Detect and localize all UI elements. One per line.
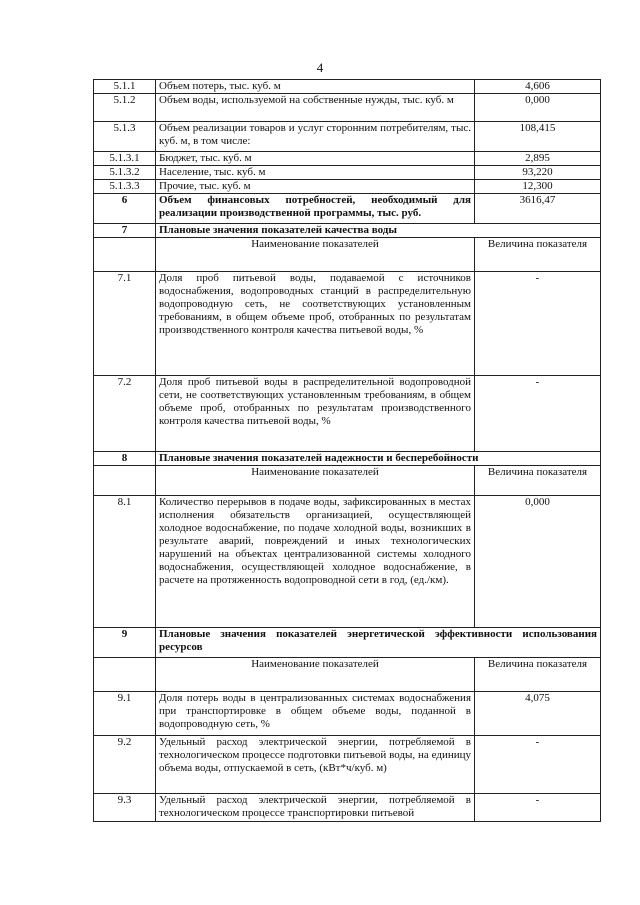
header-name: Наименование показателей xyxy=(156,238,475,272)
row-number: 5.1.3.2 xyxy=(94,166,156,180)
section-number: 7 xyxy=(94,224,156,238)
indicators-table xyxy=(93,79,601,822)
header-row xyxy=(94,658,601,692)
table-row xyxy=(94,272,601,376)
row-value: - xyxy=(475,272,601,376)
header-row xyxy=(94,238,601,272)
row-number: 5.1.2 xyxy=(94,94,156,122)
row-text: Доля потерь воды в централизованных системах водоснабжения при транспортировке в общем объеме воды, поданной в водопроводную сеть, % xyxy=(156,692,475,736)
section-number: 8 xyxy=(94,452,156,466)
row-number: 5.1.1 xyxy=(94,80,156,94)
table-row xyxy=(94,692,601,736)
table-row xyxy=(94,496,601,628)
header-blank xyxy=(94,238,156,272)
header-row xyxy=(94,466,601,496)
table-row xyxy=(94,794,601,822)
table-row xyxy=(94,376,601,452)
row-text: Объем воды, используемой на собственные нужды, тыс. куб. м xyxy=(156,94,475,122)
row-text: Объем потерь, тыс. куб. м xyxy=(156,80,475,94)
header-blank xyxy=(94,466,156,496)
row-text: Бюджет, тыс. куб. м xyxy=(156,152,475,166)
row-value: 108,415 xyxy=(475,122,601,152)
row-number: 7.2 xyxy=(94,376,156,452)
row-value: 4,075 xyxy=(475,692,601,736)
row-text: Удельный расход электрической энергии, потребляемой в технологическом процессе подготовки питьевой воды, на единицу объема воды, отпускаемой в сеть, (кВт*ч/куб. м) xyxy=(156,736,475,794)
section-row xyxy=(94,224,601,238)
row-value: - xyxy=(475,376,601,452)
row-text: Доля проб питьевой воды, подаваемой с источников водоснабжения, водопроводных станций в распределительную водопроводную сеть, не соответствующих установленным требованиям, в общем объеме проб, отобранных по результатам производственного контроля качества питьевой воды, % xyxy=(156,272,475,376)
row-number: 8.1 xyxy=(94,496,156,628)
row-number: 5.1.3 xyxy=(94,122,156,152)
header-name: Наименование показателей xyxy=(156,466,475,496)
row-text: Объем реализации товаров и услуг сторонним потребителям, тыс. куб. м, в том числе: xyxy=(156,122,475,152)
section-title: Плановые значения показателей качества воды xyxy=(156,224,601,238)
row-text: Население, тыс. куб. м xyxy=(156,166,475,180)
header-value: Величина показателя xyxy=(475,238,601,272)
page-number: 4 xyxy=(316,60,324,75)
header-value: Величина показателя xyxy=(475,658,601,692)
table-row xyxy=(94,736,601,794)
section-row xyxy=(94,452,601,466)
header-blank xyxy=(94,658,156,692)
row-value: 0,000 xyxy=(475,496,601,628)
section-title: Плановые значения показателей энергетической эффективности использования ресурсов xyxy=(156,628,601,658)
row-number: 5.1.3.3 xyxy=(94,180,156,194)
row-number: 7.1 xyxy=(94,272,156,376)
row-text: Удельный расход электрической энергии, потребляемой в технологическом процессе транспортировки питьевой xyxy=(156,794,475,822)
row-value: 2,895 xyxy=(475,152,601,166)
row-value: 0,000 xyxy=(475,94,601,122)
row-number: 9.3 xyxy=(94,794,156,822)
table-row xyxy=(94,94,601,122)
row-text: Объем финансовых потребностей, необходимый для реализации производственной программы, тыс. руб. xyxy=(156,194,475,224)
section-row xyxy=(94,628,601,658)
row-value: 4,606 xyxy=(475,80,601,94)
section-title: Плановые значения показателей надежности и бесперебойности xyxy=(156,452,601,466)
header-value: Величина показателя xyxy=(475,466,601,496)
table-row xyxy=(94,166,601,180)
table-row xyxy=(94,194,601,224)
row-value: - xyxy=(475,736,601,794)
table-row xyxy=(94,122,601,152)
row-value: 93,220 xyxy=(475,166,601,180)
row-value: 3616,47 xyxy=(475,194,601,224)
row-number: 9.1 xyxy=(94,692,156,736)
table-row xyxy=(94,152,601,166)
section-number: 9 xyxy=(94,628,156,658)
table-row xyxy=(94,180,601,194)
row-number: 5.1.3.1 xyxy=(94,152,156,166)
row-value: - xyxy=(475,794,601,822)
row-text: Доля проб питьевой воды в распределительной водопроводной сети, не соответствующих установленным требованиям, в общем объеме проб, отобранных по результатам производственного контроля качества питьевой воды, % xyxy=(156,376,475,452)
header-name: Наименование показателей xyxy=(156,658,475,692)
row-text: Прочие, тыс. куб. м xyxy=(156,180,475,194)
row-value: 12,300 xyxy=(475,180,601,194)
row-number: 9.2 xyxy=(94,736,156,794)
table-row xyxy=(94,80,601,94)
row-text: Количество перерывов в подаче воды, зафиксированных в местах исполнения обязательств организацией, осуществляющей холодное водоснабжение, по подаче холодной воды, возникших в результате аварий, повреждений и иных технологических нарушений на объектах централизованной системы холодного водоснабжения, осуществляющей холодное водоснабжение, в расчете на протяженность водопроводной сети в год, (ед./км). xyxy=(156,496,475,628)
row-number: 6 xyxy=(94,194,156,224)
